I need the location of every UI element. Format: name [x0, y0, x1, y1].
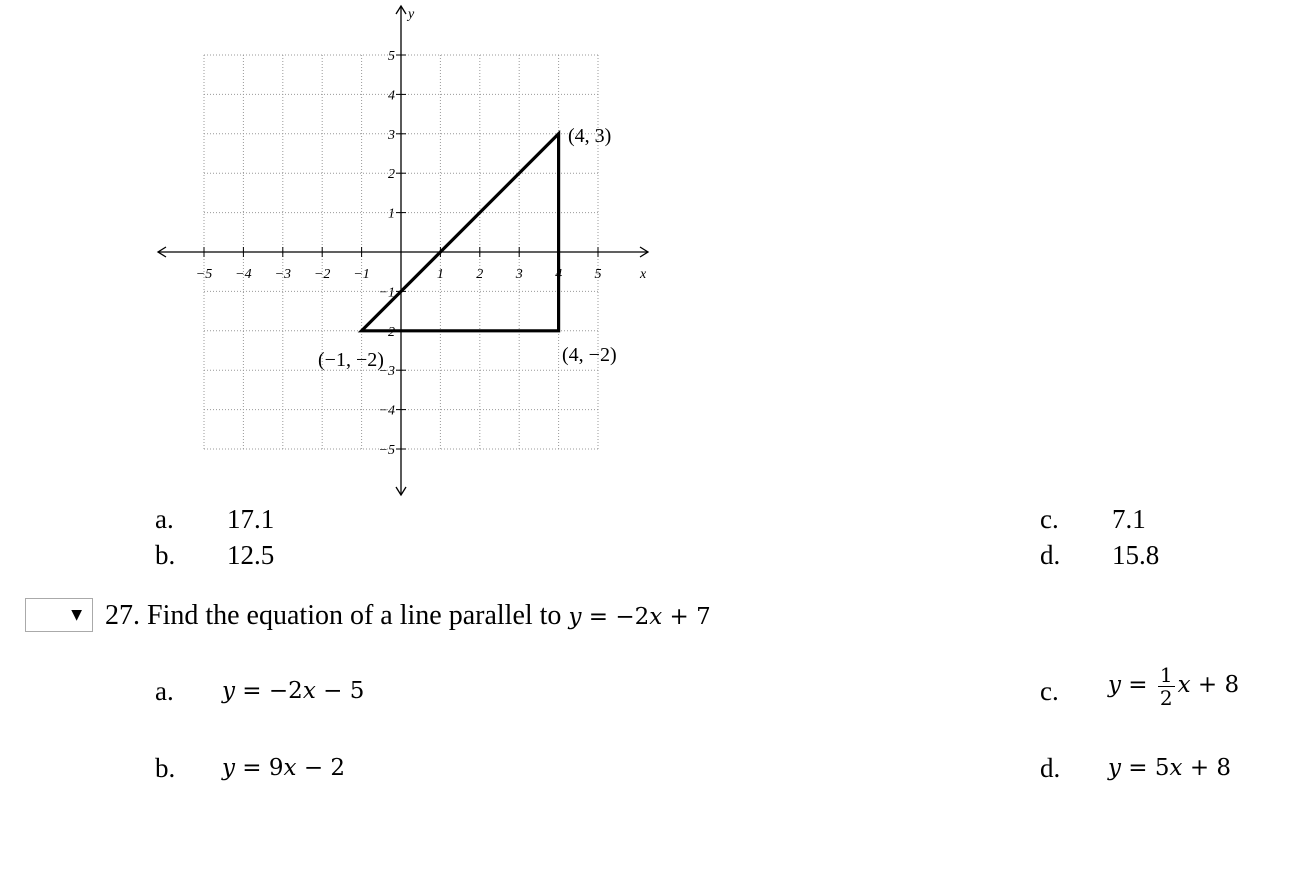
- x-tick-label: −3: [274, 267, 292, 282]
- x-tick-label: 5: [594, 267, 602, 282]
- q26-option-a-letter: a.: [155, 504, 174, 534]
- q26-option-d-letter: d.: [1040, 540, 1061, 570]
- prompt-equation: y = −2x + 7: [568, 604, 711, 630]
- q27-option-b-letter: b.: [155, 753, 176, 783]
- y-tick-label: 1: [388, 206, 395, 222]
- y-tick-label: 3: [388, 127, 395, 143]
- y-tick-label: −5: [378, 443, 395, 458]
- q27-option-a-letter: a.: [155, 676, 174, 706]
- y-tick-label: −1: [378, 285, 395, 301]
- axes: [158, 6, 648, 495]
- q27-option-b: y = 9x − 2: [222, 755, 346, 781]
- q27-option-c-letter: c.: [1040, 676, 1059, 706]
- q27-option-d: y = 5x + 8: [1108, 755, 1232, 781]
- q26-option-b: 12.5: [227, 540, 275, 570]
- x-tick-label: −4: [235, 267, 252, 282]
- chevron-down-icon: ▼: [71, 607, 82, 623]
- tick-labels: [196, 49, 602, 458]
- y-tick-label: −2: [378, 324, 395, 340]
- q27-option-c: y = $\frac{1}{2}$ x + 8: [1108, 662, 1240, 710]
- fraction-one-half: $\frac{1}{2}$: [1159, 662, 1173, 710]
- x-axis-label: x: [640, 267, 647, 282]
- question-number: 27.: [105, 600, 140, 631]
- vertex-label-4-neg2: (4, −2): [562, 344, 617, 366]
- y-tick-label: 4: [388, 88, 395, 104]
- q27-option-d-letter: d.: [1040, 753, 1061, 783]
- x-tick-label: −2: [313, 267, 331, 282]
- q26-option-c: 7.1: [1112, 504, 1146, 534]
- y-tick-label: −4: [378, 403, 395, 419]
- y-tick-label: 5: [388, 49, 395, 64]
- question-27: [105, 600, 711, 633]
- triangle-graph: [150, 0, 670, 505]
- vertex-label-4-3: (4, 3): [568, 125, 612, 147]
- x-tick-label: −1: [353, 267, 370, 282]
- x-tick-label: 2: [476, 267, 484, 282]
- y-tick-label: −3: [378, 364, 395, 380]
- question-prompt: Find the equation of a line parallel to: [147, 600, 562, 631]
- x-tick-label: 4: [555, 267, 563, 282]
- y-axis-label: y: [408, 7, 415, 22]
- q26-option-a: 17.1: [227, 504, 275, 534]
- answer-dropdown[interactable]: [25, 598, 93, 632]
- q27-option-a: y = −2x − 5: [222, 678, 365, 704]
- q26-option-b-letter: b.: [155, 540, 176, 570]
- x-tick-label: 1: [436, 267, 444, 282]
- q26-option-c-letter: c.: [1040, 504, 1059, 534]
- triangle: [362, 134, 559, 331]
- x-tick-label: 3: [515, 267, 523, 282]
- triangle-shape: [362, 134, 559, 331]
- y-tick-label: 2: [388, 167, 395, 183]
- vertex-label-neg1-neg2: (−1, −2): [318, 349, 384, 371]
- x-tick-label: −5: [195, 267, 213, 282]
- q26-option-d: 15.8: [1112, 540, 1160, 570]
